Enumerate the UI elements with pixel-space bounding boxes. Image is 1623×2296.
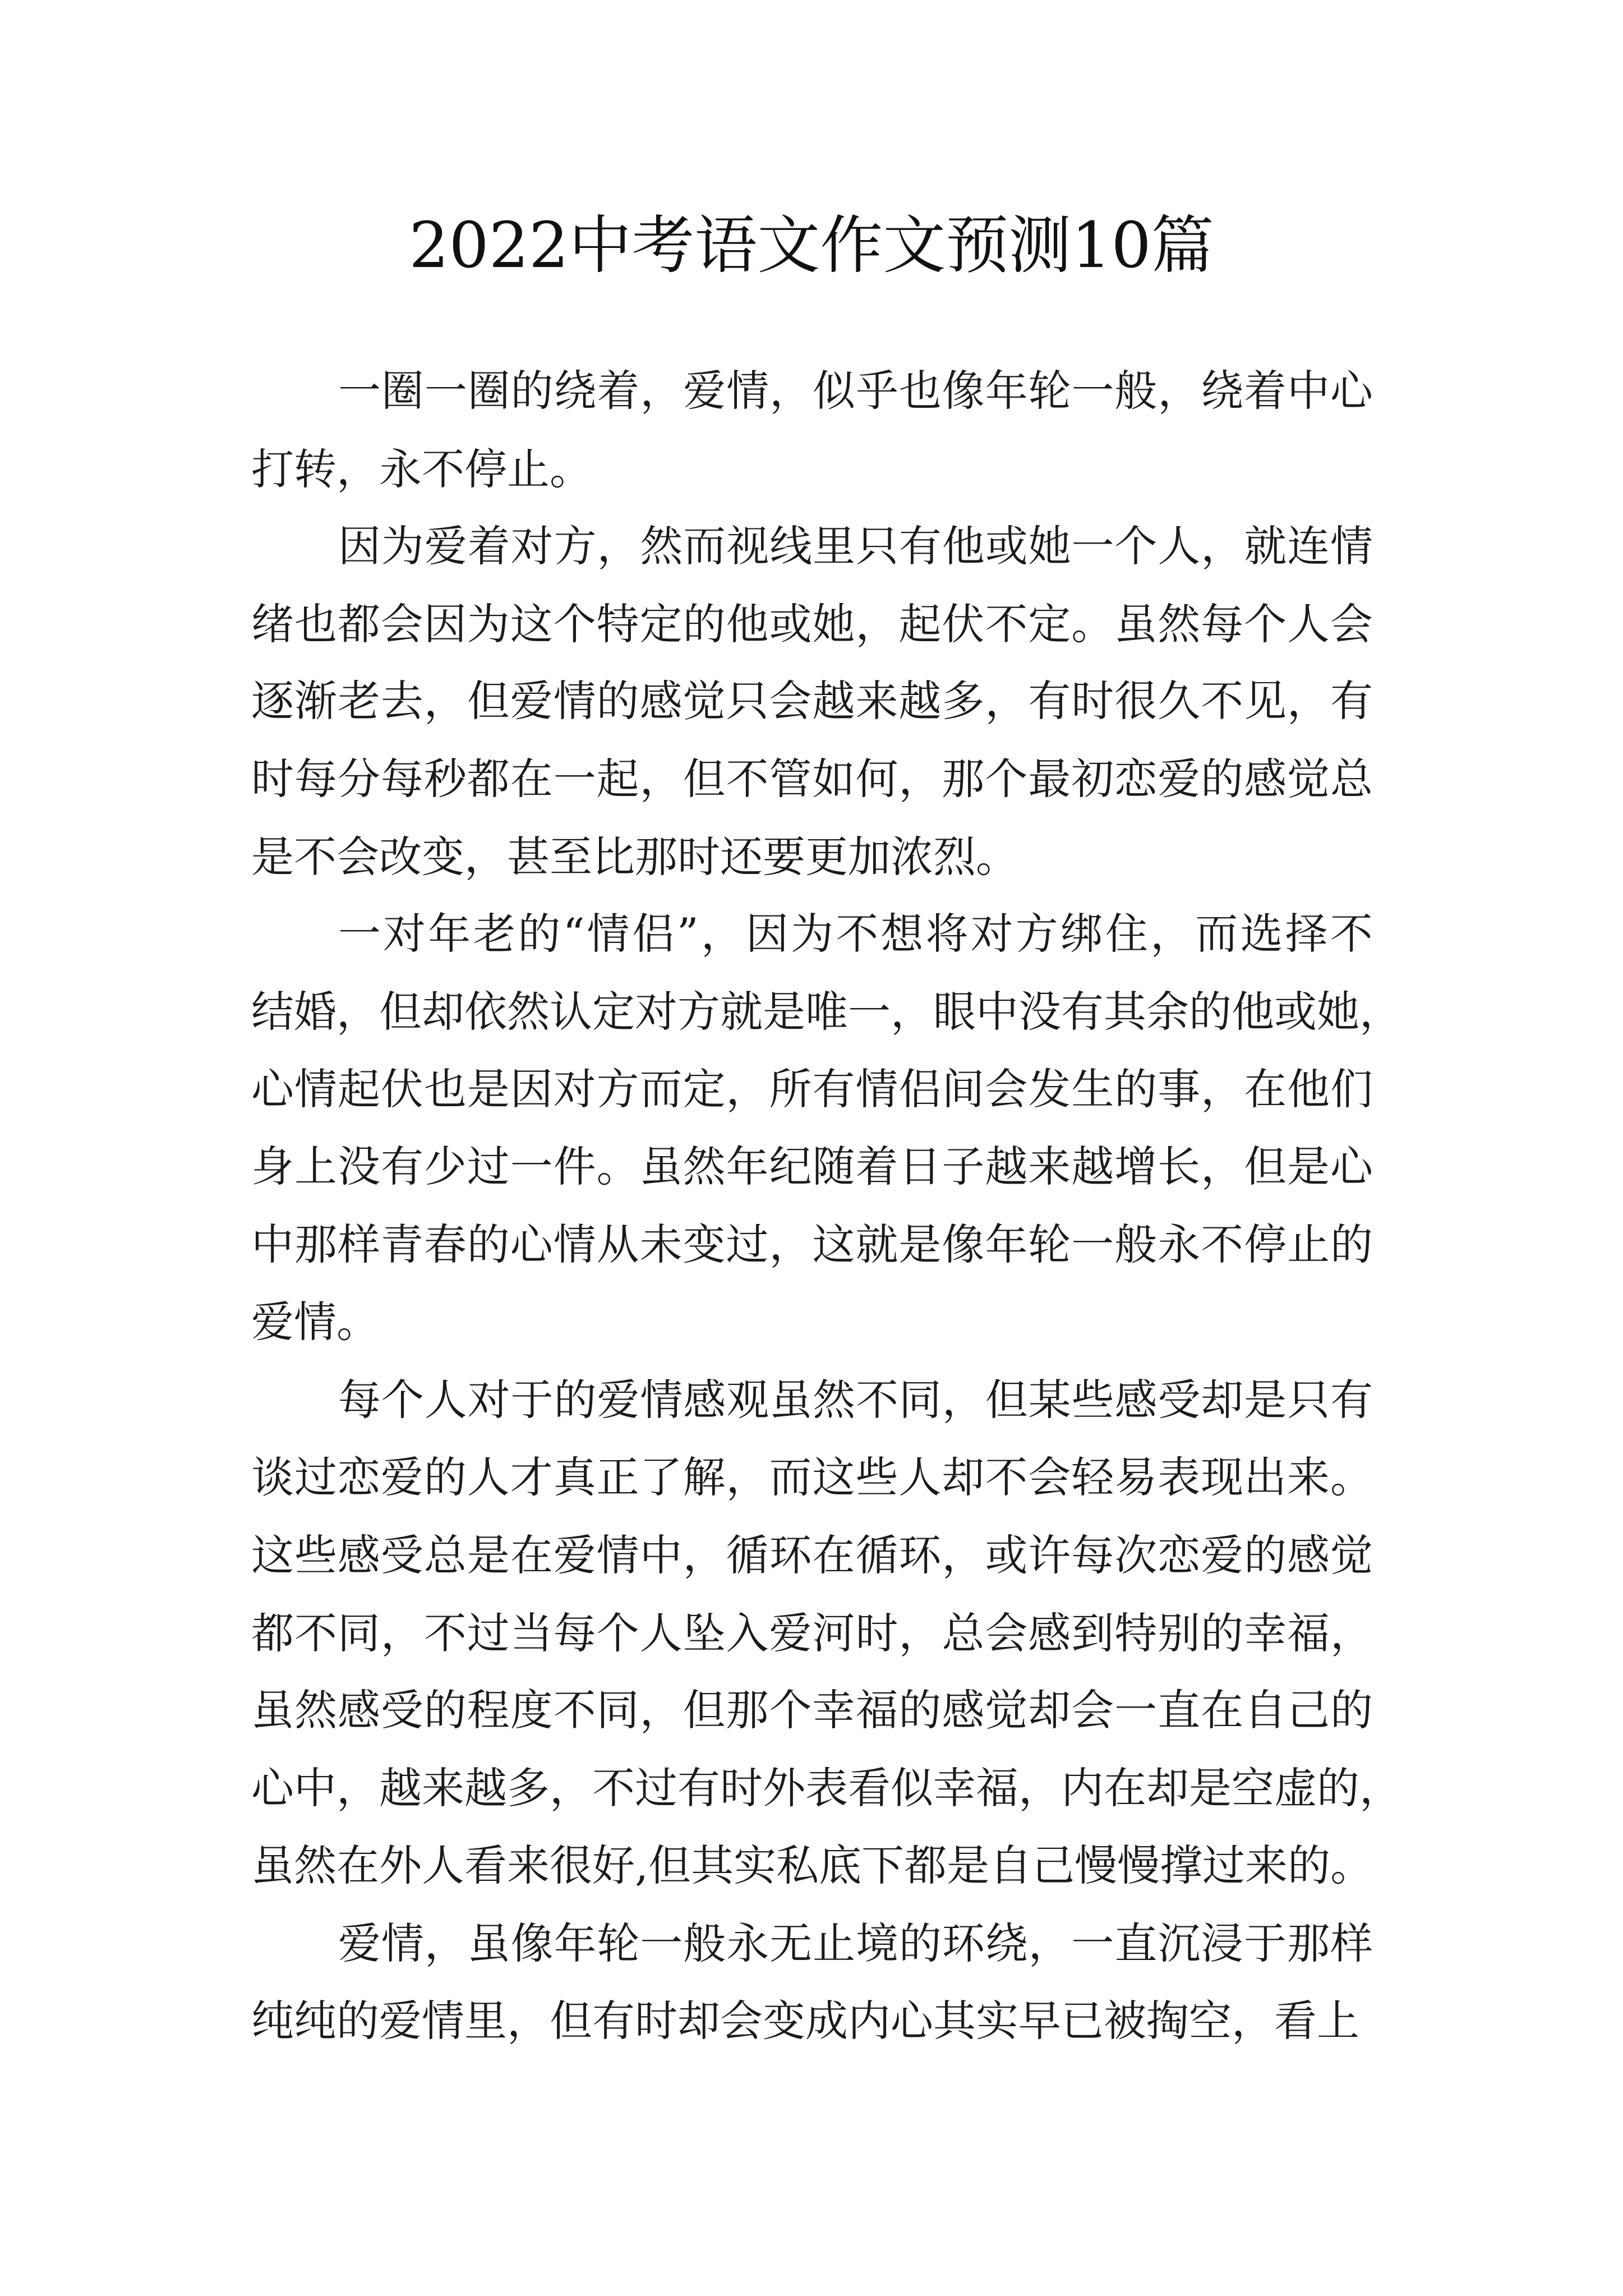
paragraph-line: 虽然感受的程度不同，但那个幸福的感觉却会一直在自己的 [251,1685,1373,1735]
paragraph-line: 每个人对于的爱情感观虽然不同，但某些感受却是只有 [338,1375,1373,1425]
paragraph-line: 绪也都会因为这个特定的他或她，起伏不定。虽然每个人会 [251,599,1373,649]
paragraph-line: 都不同，不过当每个人坠入爱河时，总会感到特别的幸福， [251,1608,1373,1658]
paragraph-line: 一对年老的“情侣”，因为不想将对方绑住，而选择不 [338,909,1375,959]
paragraph-line: 虽然在外人看来很好,但其实私底下都是自己慢慢撑过来的。 [251,1841,1373,1890]
paragraph-line: 是不会改变，甚至比那时还要更加浓烈。 [251,832,1018,882]
paragraph-line: 爱情。 [251,1297,379,1347]
paragraph-line: 时每分每秒都在一起，但不管如何，那个最初恋爱的感觉总 [251,754,1373,804]
paragraph-line: 纯纯的爱情里，但有时却会变成内心其实早已被掏空，看上 [251,1996,1359,2046]
paragraph-line: 打转，永不停止。 [251,444,592,494]
paragraph-line: 心情起伏也是因对方而定，所有情侣间会发生的事，在他们 [251,1064,1373,1114]
paragraph-line: 逐渐老去，但爱情的感觉只会越来越多，有时很久不见，有 [251,676,1373,726]
paragraph-line: 中那样青春的心情从未变过，这就是像年轮一般永不停止的 [251,1220,1373,1269]
paragraph-line: 谈过恋爱的人才真正了解，而这些人却不会轻易表现出来。 [251,1452,1373,1502]
paragraph-line: 一圈一圈的绕着，爱情，似乎也像年轮一般，绕着中心 [338,366,1373,416]
page-title: 2022中考语文作文预测10篇 [409,209,1214,282]
paragraph-line: 身上没有少过一件。虽然年纪随着日子越来越增长，但是心 [251,1142,1373,1191]
paragraph-line: 结婚，但却依然认定对方就是唯一，眼中没有其余的他或她， [251,987,1402,1037]
paragraph-line: 这些感受总是在爱情中，循环在循环，或许每次恋爱的感觉 [251,1530,1373,1580]
paragraph-line: 心中，越来越多，不过有时外表看似幸福，内在却是空虚的， [251,1763,1402,1813]
paragraph-line: 因为爱着对方，然而视线里只有他或她一个人，就连情 [338,521,1373,571]
paragraph-line: 爱情，虽像年轮一般永无止境的环绕，一直沉浸于那样 [338,1918,1373,1968]
